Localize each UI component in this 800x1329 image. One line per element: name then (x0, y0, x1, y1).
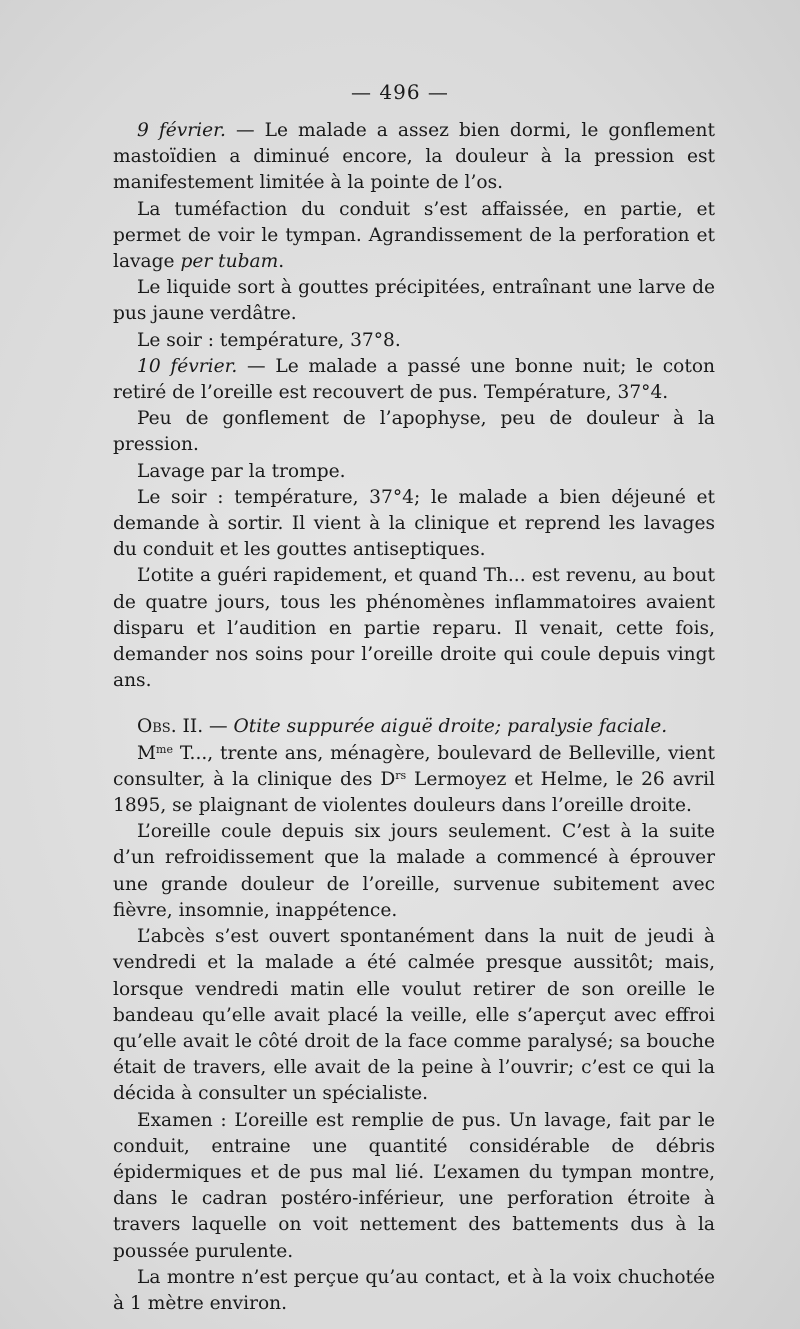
date-lead: 9 février. (137, 120, 226, 141)
body-text (113, 118, 715, 1317)
paragraph: Peu de gonflement de l’apophyse, peu de douleur à la pression. (113, 408, 715, 456)
paragraph: Le liquide sort à gouttes précipitées, entraînant une larve de pus jaune verdâtre. (113, 277, 715, 325)
observation-heading: Obs. II. — Otite suppurée aiguë droite; paralysie faciale. (137, 716, 668, 738)
paragraph: La montre n’est perçue qu’au contact, et à la voix chuchotée à 1 mètre environ. (113, 1266, 715, 1314)
paragraph: Lavage par la trompe. (137, 460, 346, 482)
paragraph: Le soir : température, 37°4; le malade a bien déjeuné et demande à sortir. Il vient à la clinique et reprend les lavages du conduit et les gouttes antiseptiques. (113, 486, 715, 561)
paragraph: 10 février. — Le malade a passé une bonne nuit; le coton retiré de l’oreille est recouvert de pus. Température, 37°4. (113, 355, 715, 404)
paragraph: L’otite a guéri rapidement, et quand Th... est revenu, au bout de quatre jours, tous les phénomènes inflammatoires avaient disparu et l’audition en partie reparu. Il venait, cette fois, demander nos soins pour l’oreille droite qui coule depuis vingt ans. (113, 565, 715, 692)
paragraph: L’abcès s’est ouvert spontanément dans la nuit de jeudi à vendredi et la malade a été calmée presque aussitôt; mais, lorsque vendredi matin elle voulut retirer de son oreille le bandeau qu’elle avait placé la veille, elle s’aperçut avec effroi qu’elle avait le côté droit de la face comme paralysé; sa bouche était de travers, elle avait de la peine à l’ouvrir; c’est ce qui la décida à consulter un spécialiste. (113, 926, 715, 1105)
paragraph: 9 février. — Le malade a assez bien dormi, le gonflement mastoïdien a diminué encore, la douleur à la pression est manifestement limitée à la pointe de l’os. (113, 120, 715, 194)
paragraph: Examen : L’oreille est remplie de pus. Un lavage, fait par le conduit, entraine une quantité considérable de débris épidermiques et de pus mal lié. L’examen du tympan montre, dans le cadran postéro-inférieur, une perforation étroite à travers laquelle on voit nettement des battements dus à la poussée purulente. (113, 1109, 715, 1262)
date-lead: 10 février. (137, 355, 238, 377)
paragraph: L’oreille coule depuis six jours seulement. C’est à la suite d’un refroidissement que la malade a commencé à éprouver une grande douleur de l’oreille, survenue subitement avec fièvre, insomnie, inappétence. (113, 821, 715, 921)
paragraph: $M^{me}$ T..., trente ans, ménagère, boulevard de Belleville, vient consulter, à la clinique des $D^{rs}$ Lermoyez et Helme, le 26 avril 1895, se plaignant de violentes douleurs dans l’oreille droite. (113, 742, 715, 817)
page-number: — 496 — (351, 80, 449, 104)
paragraph: Le soir : température, 37°8. (137, 329, 401, 351)
paragraph: La tuméfaction du conduit s’est affaissée, en partie, et permet de voir le tympan. Agrandissement de la perforation et lavage per tubam. (113, 198, 715, 273)
